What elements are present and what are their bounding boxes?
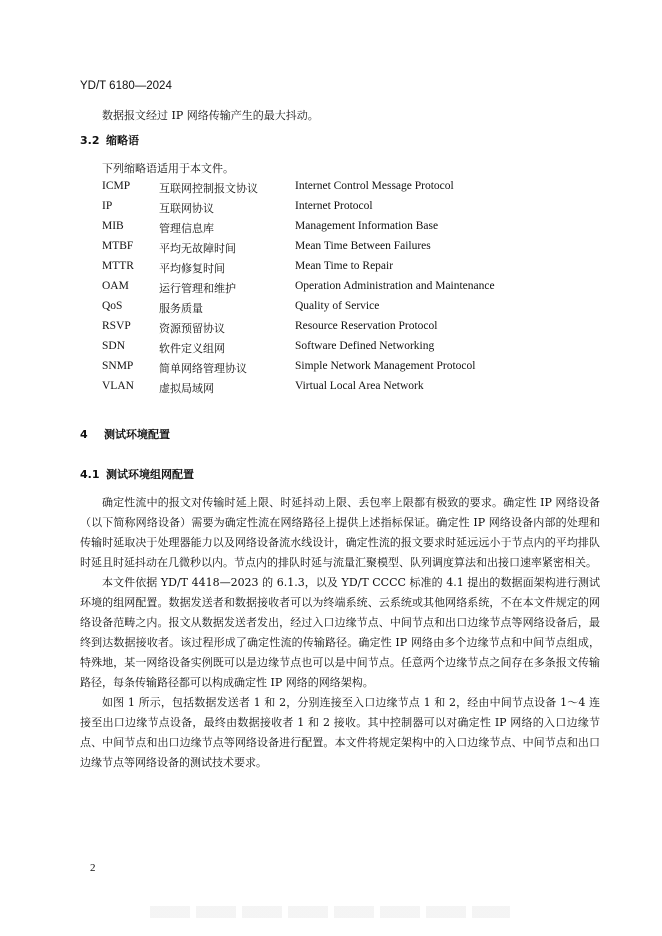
paragraph: 确定性流中的报文对传输时延上限、时延抖动上限、丢包率上限都有极致的要求。确定性 IP 网络设备（以下简称网络设备）需要为确定性流在网络路径上提供上述指标保证。确定性 IP 网络设备内部的处理和传输时延取决于处理器能力以及网络设备流水线设计，确定性流的报文要求时延远远小于节点内的平均排队时延且时延抖动在几微秒以内。节点内的排队时延与流量汇聚模型、队列调度算法和出接口速率紧密相关。: [80, 496, 600, 569]
chinese-term: 平均修复时间: [159, 262, 225, 275]
section-4-heading: [80, 426, 170, 442]
section-3-2-heading: [80, 132, 139, 148]
paragraph: 本文件依据 YD/T 4418—2023 的 6.1.3，以及 YD/T CCCC 标准的 4.1 提出的数据面架构进行测试环境的组网配置。数据发送者和数据接收者可以为终端系统、云系统或其他网络系统，不在本文件规定的网络设备范畴之内。报文从数据发送者发出，经过入口边缘节点、中间节点和出口边缘节点等网络设备后，最终到达数据接收者。该过程形成了确定性流的传输路径。确定性 IP 网络由多个边缘节点和中间节点组成，特殊地，某一网络设备实例既可以是边缘节点也可以是中间节点。任意两个边缘节点之间存在多条报文传输路径，每条传输路径都可以构成确定性 IP 网络的网络架构。: [80, 576, 600, 689]
faint-watermark-strip: [150, 906, 510, 918]
section-4-1-heading: [80, 466, 194, 482]
english-term: Quality of Service: [295, 300, 380, 312]
section-number: 3.2: [80, 134, 100, 147]
section-title: 缩略语: [106, 134, 139, 147]
chinese-term: 服务质量: [159, 302, 203, 315]
abbreviations-lead: 下列缩略语适用于本文件。: [102, 162, 234, 175]
section-title: 测试环境组网配置: [106, 468, 194, 481]
abbreviation: VLAN: [102, 380, 134, 392]
abbreviation: IP: [102, 200, 113, 212]
english-term: Mean Time to Repair: [295, 260, 394, 272]
chinese-term: 资源预留协议: [159, 322, 225, 335]
abbreviation: QoS: [102, 300, 123, 312]
english-term: Simple Network Management Protocol: [295, 360, 476, 372]
english-term: Resource Reservation Protocol: [295, 320, 438, 332]
chinese-term: 运行管理和维护: [159, 282, 236, 295]
chinese-term: 互联网控制报文协议: [159, 182, 258, 195]
chinese-term: 管理信息库: [159, 222, 214, 235]
abbreviation: ICMP: [102, 180, 131, 192]
chinese-term: 简单网络管理协议: [159, 362, 247, 375]
english-term: Virtual Local Area Network: [295, 380, 424, 392]
section-title: 测试环境配置: [104, 428, 170, 441]
chinese-term: 平均无故障时间: [159, 242, 236, 255]
page-number: 2: [90, 862, 96, 874]
abbreviation: MTBF: [102, 240, 134, 252]
intro-line: 数据报文经过 IP 网络传输产生的最大抖动。: [102, 109, 319, 122]
english-term: Internet Control Message Protocol: [295, 180, 454, 192]
abbreviation: OAM: [102, 280, 129, 292]
english-term: Internet Protocol: [295, 200, 373, 212]
chinese-term: 虚拟局域网: [159, 382, 214, 395]
section-number: 4.1: [80, 468, 100, 481]
abbreviation: RSVP: [102, 320, 131, 332]
english-term: Management Information Base: [295, 220, 439, 232]
english-term: Software Defined Networking: [295, 340, 435, 352]
english-term: Mean Time Between Failures: [295, 240, 431, 252]
chinese-term: 互联网协议: [159, 202, 214, 215]
abbreviation: MIB: [102, 220, 124, 232]
section-number: 4: [80, 428, 88, 441]
abbreviation: SDN: [102, 340, 126, 352]
document-id-header: YD/T 6180—2024: [80, 80, 172, 92]
abbreviation: MTTR: [102, 260, 134, 272]
chinese-term: 软件定义组网: [159, 342, 225, 355]
paragraph: 如图 1 所示，包括数据发送者 1 和 2，分别连接至入口边缘节点 1 和 2，经由中间节点设备 1～4 连接至出口边缘节点设备，最终由数据接收者 1 和 2 接收。其中控制器可以对确定性 IP 网络的入口边缘节点、中间节点和出口边缘节点等网络设备进行配置。本文件将规定架构中的入口边缘节点、中间节点和出口边缘节点等网络设备的测试技术要求。: [80, 696, 600, 769]
section-4-1-body: [80, 493, 600, 773]
abbreviation: SNMP: [102, 360, 134, 372]
english-term: Operation Administration and Maintenance: [295, 280, 495, 292]
